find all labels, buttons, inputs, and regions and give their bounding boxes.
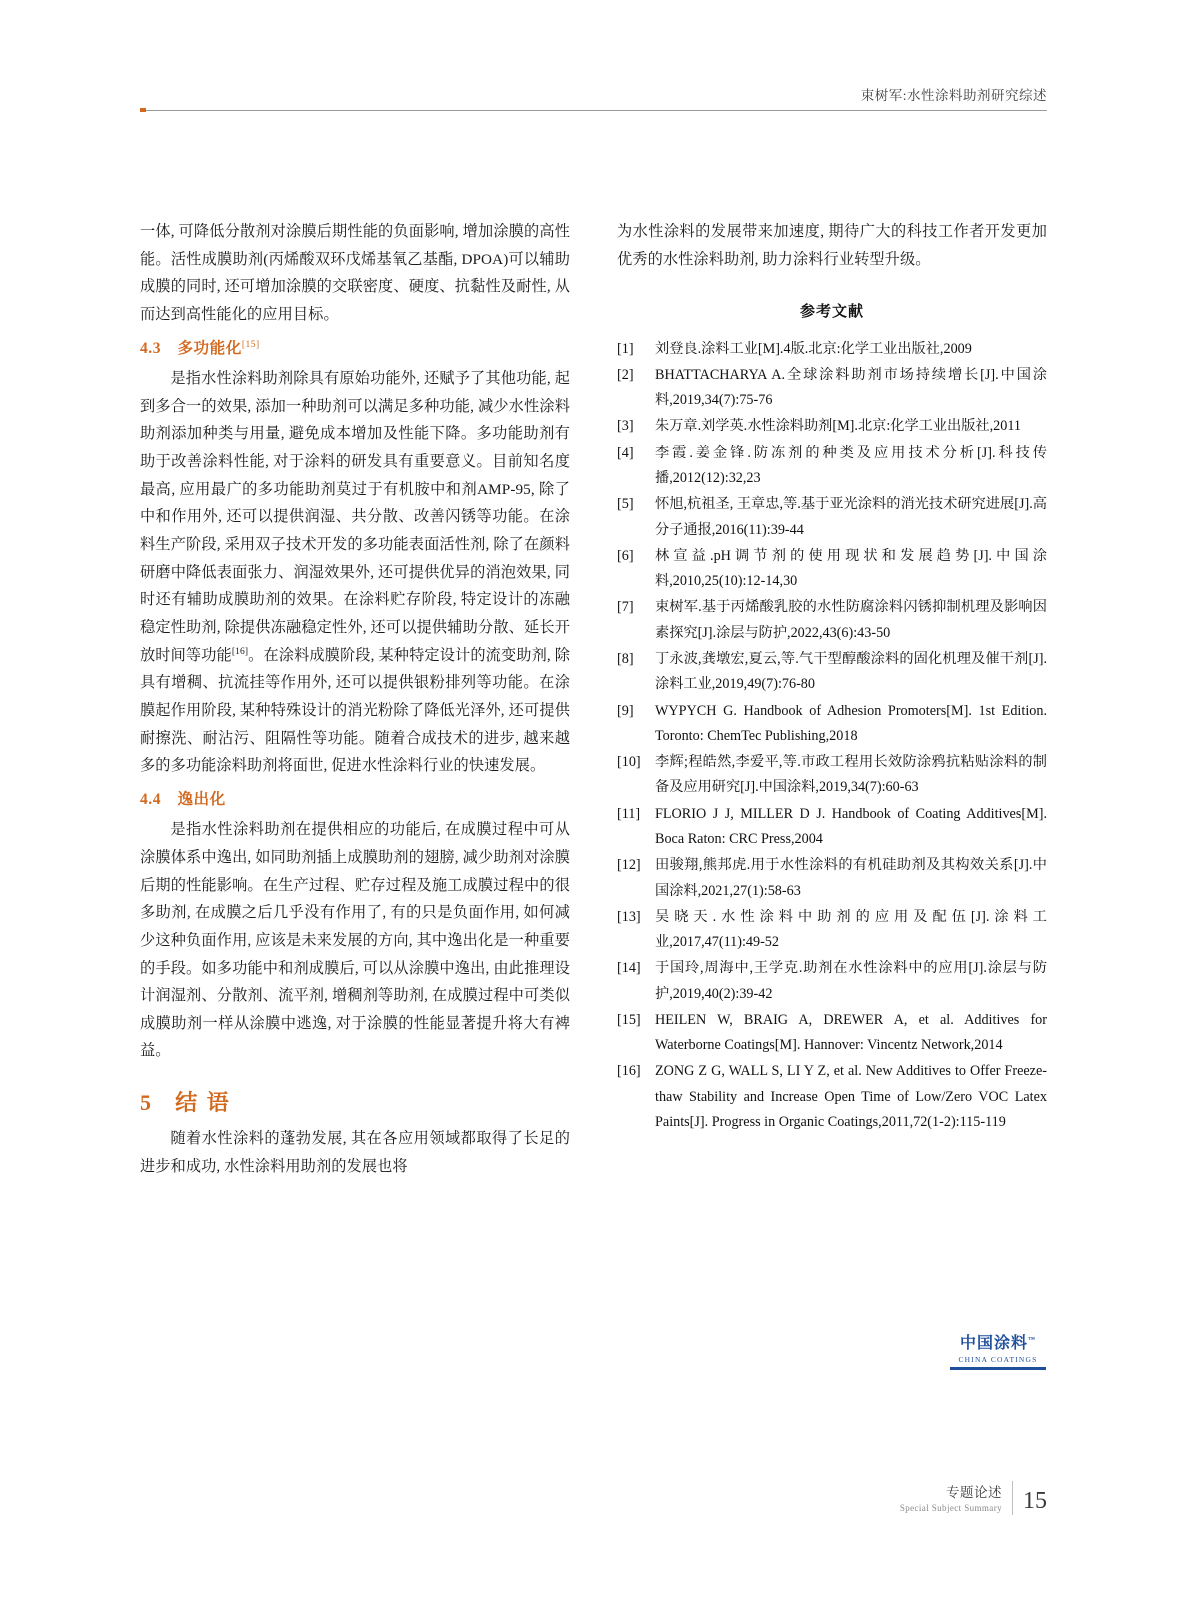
page-footer — [640, 1481, 1047, 1515]
reference-text: 林宣益.pH调节剂的使用现状和发展趋势[J].中国涂料,2010,25(10):12-14,30 — [655, 547, 1047, 590]
footer-divider — [1012, 1481, 1013, 1515]
section-heading-5 — [140, 1083, 570, 1123]
paragraph-4-3-reference-sup: [16] — [231, 646, 249, 657]
section-number-4-3: 4.3 — [140, 339, 161, 357]
reference-text: 怀旭,杭祖圣, 王章忠,等.基于亚光涂料的消光技术研究进展[J].高分子通报,2016(11):39-44 — [655, 496, 1047, 538]
reference-text: 李霞.姜金锋.防冻剂的种类及应用技术分析[J].科技传播,2012(12):32,23 — [655, 444, 1047, 487]
logo-name-cn: 中国涂料™ — [959, 1335, 1036, 1352]
reference-item — [617, 1008, 1047, 1059]
paragraph-continued: 一体, 可降低分散剂对涂膜后期性能的负面影响, 增加涂膜的高性能。活性成膜助剂(丙烯酸双环戊烯基氧乙基酯, DPOA)可以辅助成膜的同时, 还可增加涂膜的交联密度、硬度、抗黏性及耐性, 从而达到高性能化的应用目标。 — [140, 223, 570, 323]
references-heading: 参考文献 — [799, 304, 864, 321]
paragraph-4-3-part2: 。在涂料成膜阶段, 某种特定设计的流变助剂, 除具有增稠、抗流挂等作用外, 还可以提供银粉排列等功能。在涂膜起作用阶段, 某种特殊设计的消光粉除了降低光泽外, 还可提供耐擦洗、耐沾污、阻隔性等功能。随着合成技术的进步, 越来越多的多功能涂料助剂将面世, 促进水性涂料行业的快速发展。 — [140, 646, 570, 775]
section-heading-4-4 — [140, 786, 570, 814]
reference-number: [5] — [617, 496, 634, 513]
reference-text: ZONG Z G, WALL S, LI Y Z, et al. New Additives to Offer Freeze-thaw Stability and Increase Open Time of Low/Zero VOC Latex Paints[J]. Progress in Organic Coatings,2011,72(1-2):115-119 — [655, 1063, 1047, 1131]
header-divider — [140, 110, 1047, 111]
reference-number: [13] — [617, 908, 641, 925]
reference-item — [617, 750, 1047, 801]
reference-number: [3] — [617, 418, 634, 435]
logo-underline — [950, 1367, 1046, 1370]
reference-number: [2] — [617, 366, 634, 383]
paragraph-4-4: 是指水性涂料助剂在提供相应的功能后, 在成膜过程中可从涂膜体系中逸出, 如同助剂插上成膜助剂的翅膀, 减少助剂对涂膜后期的性能影响。在生产过程、贮存过程及施工成膜过程中的很多助剂, 在成膜之后几乎没有作用了, 有的只是负面作用, 如何减少这种负面作用, 应该是未来发展的方向, 其中逸出化是一种重要的手段。如多功能中和剂成膜后, 可以从涂膜中逸出, 由此推理设计润湿剂、分散剂、流平剂, 增稠剂等助剂, 在成膜过程中可类似成膜助剂一样从涂膜中逃逸, 对于涂膜的性能显著提升将大有裨益。 — [140, 821, 570, 1060]
reference-number: [15] — [617, 1011, 641, 1028]
section-number-5: 5 — [140, 1090, 153, 1116]
reference-text: WYPYCH G. Handbook of Adhesion Promoters[M]. 1st Edition. Toronto: ChemTec Publishing,2018 — [655, 702, 1047, 744]
section-heading-4-3 — [140, 335, 570, 363]
reference-item — [617, 802, 1047, 853]
right-column — [617, 218, 1047, 1136]
reference-number: [6] — [617, 547, 634, 564]
paragraph-conclusion-continued: 为水性涂料的发展带来加速度, 期待广大的科技工作者开发更加优秀的水性涂料助剂, 助力涂料行业转型升级。 — [617, 223, 1047, 268]
reference-number: [8] — [617, 650, 634, 667]
reference-text: BHATTACHARYA A.全球涂料助剂市场持续增长[J].中国涂料,2019,34(7):75-76 — [655, 366, 1047, 409]
running-head: 束树军:水性涂料助剂研究综述 — [860, 88, 1047, 103]
paragraph-4-3 — [140, 365, 570, 780]
references-list — [617, 337, 1047, 1136]
reference-text: 李辉;程皓然,李爱平,等.市政工程用长效防涂鸦抗粘贴涂料的制备及应用研究[J].中国涂料,2019,34(7):60-63 — [655, 754, 1047, 796]
logo-name-en: CHINA COATINGS — [958, 1355, 1038, 1364]
reference-item — [617, 363, 1047, 414]
logo-trademark-icon: ™ — [1028, 1335, 1036, 1344]
footer-section-en: Special Subject Summary — [899, 1503, 1002, 1513]
section-title-4-3: 多功能化 — [177, 339, 242, 357]
reference-number: [12] — [617, 857, 641, 874]
reference-text: 吴晓天.水性涂料中助剂的应用及配伍[J].涂料工业,2017,47(11):49-52 — [655, 908, 1047, 951]
reference-number: [14] — [617, 960, 641, 977]
reference-item — [617, 647, 1047, 698]
reference-item — [617, 905, 1047, 956]
footer-section-labels — [900, 1481, 1012, 1515]
reference-item — [617, 1059, 1047, 1135]
reference-item — [617, 956, 1047, 1007]
reference-text: HEILEN W, BRAIG A, DREWER A, et al. Additives for Waterborne Coatings[M]. Hannover: Vincentz Network,2014 — [655, 1011, 1047, 1054]
reference-item — [617, 441, 1047, 492]
page-number: 15 — [1023, 1488, 1047, 1514]
reference-item — [617, 853, 1047, 904]
section-4-3-reference-sup: [15] — [241, 339, 260, 350]
left-column — [140, 218, 570, 1180]
reference-text: 朱万章.刘学英.水性涂料助剂[M].北京:化学工业出版社,2011 — [655, 418, 1021, 435]
header-divider-accent — [140, 108, 146, 112]
section-title-5: 结 语 — [175, 1090, 231, 1116]
reference-number: [1] — [617, 340, 634, 357]
reference-number: [16] — [617, 1063, 641, 1080]
reference-text: FLORIO J J, MILLER D J. Handbook of Coating Additives[M]. Boca Raton: CRC Press,2004 — [655, 805, 1047, 847]
reference-number: [9] — [617, 702, 634, 719]
reference-item — [617, 492, 1047, 543]
china-coatings-logo — [950, 1330, 1046, 1370]
section-title-4-4: 逸出化 — [177, 790, 226, 808]
reference-number: [10] — [617, 754, 641, 771]
reference-number: [11] — [617, 805, 641, 822]
reference-text: 束树军.基于丙烯酸乳胶的水性防腐涂料闪锈抑制机理及影响因素探究[J].涂层与防护,2022,43(6):43-50 — [655, 599, 1047, 641]
reference-item — [617, 595, 1047, 646]
reference-text: 刘登良.涂料工业[M].4版.北京:化学工业出版社,2009 — [655, 340, 972, 357]
reference-text: 丁永波,龚墩宏,夏云,等.气干型醇酸涂料的固化机理及催干剂[J].涂料工业,2019,49(7):76-80 — [655, 650, 1047, 693]
paragraph-4-3-part1: 是指水性涂料助剂除具有原始功能外, 还赋予了其他功能, 起到多合一的效果, 添加一种助剂可以满足多种功能, 减少水性涂料助剂添加种类与用量, 避免成本增加及性能下降。多功能助剂有助于改善涂料性能, 对于涂料的研发具有重要意义。目前知名度最高, 应用最广的多功能助剂莫过于有机胺中和剂AMP-95, 除了中和作用外, 还可以提供润湿、共分散、改善闪锈等功能。在涂料生产阶段, 采用双子技术开发的多功能表面活性剂, 除了在颜料研磨中降低表面张力、润湿效果外, 还可提供优异的消泡效果, 同时还有辅助成膜助剂的效果。在涂料贮存阶段, 特定设计的冻融稳定性助剂, 除提供冻融稳定性外, 还可以提供辅助分散、延长开放时间等功能 — [140, 370, 570, 664]
reference-item — [617, 699, 1047, 750]
reference-item — [617, 414, 1047, 439]
reference-text: 于国玲,周海中,王学克.助剂在水性涂料中的应用[J].涂层与防护,2019,40(2):39-42 — [655, 960, 1047, 1002]
section-number-4-4: 4.4 — [140, 790, 161, 808]
paragraph-5: 随着水性涂料的蓬勃发展, 其在各应用领域都取得了长足的进步和成功, 水性涂料用助剂的发展也将 — [140, 1130, 570, 1175]
reference-text: 田骏翔,熊邦虎.用于水性涂料的有机硅助剂及其构效关系[J].中国涂料,2021,27(1):58-63 — [655, 857, 1047, 899]
footer-section-cn: 专题论述 — [946, 1485, 1002, 1500]
reference-number: [7] — [617, 599, 634, 616]
reference-number: [4] — [617, 444, 634, 461]
reference-item — [617, 544, 1047, 595]
reference-item — [617, 337, 1047, 362]
